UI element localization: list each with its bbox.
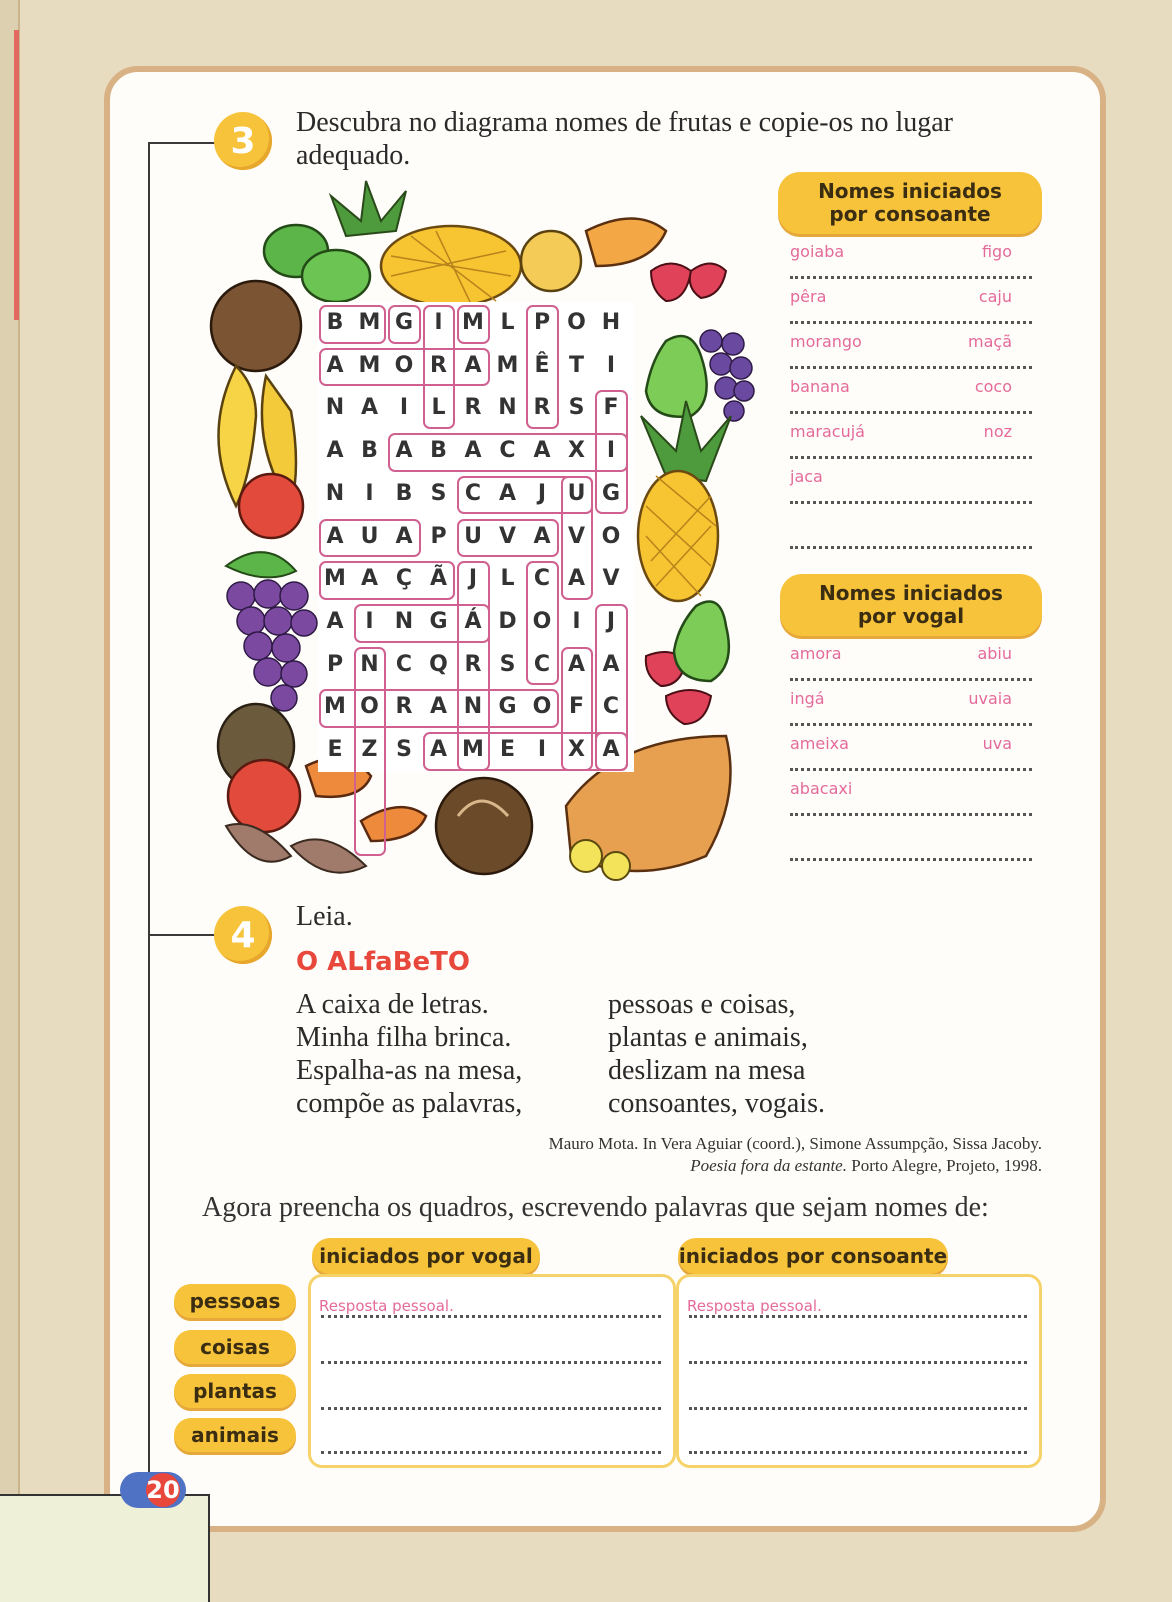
answer-word: maçã [968,332,1012,351]
grid-letter: P [326,651,344,677]
answer-word: amora [790,644,842,663]
answer-word: noz [983,422,1012,441]
grid-letter: N [360,651,379,677]
answer-row[interactable] [790,420,1032,465]
answer-word: uvaia [968,689,1012,708]
answer-word: ingá [790,689,825,708]
grid-letter: A [602,737,620,762]
grid-letter: F [603,395,619,421]
poem-line: Minha filha brinca. [296,1022,512,1053]
exercise-3-instruction: Descubra no diagrama nomes de frutas e copie-os no lugar adequado. [296,107,953,171]
grid-letter: J [606,608,616,634]
category-label: coisas [174,1330,296,1364]
grid-letter: S [499,651,516,677]
answer-row[interactable] [790,642,1032,687]
grid-letter: C [533,566,551,592]
grid-letter: A [533,438,551,464]
grid-letter: M [358,352,381,378]
grid-letter: R [464,395,482,421]
consonant-answer-list [790,240,1032,555]
word-highlight [319,519,421,558]
grid-letter: X [568,737,585,762]
grid-letter: P [430,523,447,549]
grid-letter: J [468,566,478,592]
answer-hint: Resposta pessoal. [319,1297,454,1315]
word-highlight [319,305,386,344]
grid-letter: M [462,310,484,335]
column-header-vowel: iniciados por vogal [312,1238,540,1274]
grid-letter: Ã [429,566,448,592]
grid-letter: T [568,352,584,378]
grid-letter: U [567,480,586,506]
grid-letter: I [434,310,443,335]
grid-letter: Ç [395,566,413,592]
grid-letter: Q [429,651,448,677]
consonant-names-header: Nomes iniciados por consoante [778,172,1042,234]
word-search-diagram [318,302,634,772]
grid-letter: V [602,566,620,592]
category-label: plantas [174,1374,296,1408]
apple-icon [239,474,303,538]
grid-letter: I [399,395,409,421]
grapes-right-icon [700,330,754,421]
vowel-names-header: Nomes iniciados por vogal [780,574,1042,636]
grid-letter: A [533,523,551,549]
coconut-icon [211,281,301,371]
answer-word: ameixa [790,734,849,753]
grid-letter: C [499,438,516,464]
answer-word: coco [974,377,1012,396]
exercise-number-badge: 3 [214,112,272,170]
grid-letter: G [429,608,448,634]
word-highlight [388,305,421,344]
connector-3 [148,142,218,144]
grid-letter: A [360,395,379,421]
binding-stripe [14,30,19,320]
category-label: pessoas [174,1284,296,1318]
grid-letter: N [498,395,517,421]
poem-stanza-left [296,988,522,1120]
grid-letter: B [326,310,344,335]
grid-letter: G [498,694,517,720]
grapes-icon [227,580,317,711]
grid-letter: O [532,694,552,720]
poem-source: Mauro Mota. In Vera Aguiar (coord.), Simone Assumpção, Sissa Jacoby. Poesia fora da estante. Porto Alegre, Projeto, 1998. [548,1134,1042,1175]
answer-word: goiaba [790,242,845,261]
grid-letter: S [396,737,412,762]
poem-line: A caixa de letras. [296,989,489,1020]
grid-letter: M [324,694,346,720]
word-highlight [595,732,628,771]
pineapple-right-icon [638,401,731,601]
answer-word: figo [981,242,1012,261]
answer-row[interactable] [790,687,1032,732]
grid-letter: Z [361,737,378,762]
poem-line: deslizam na mesa [608,1055,806,1086]
grid-letter: B [361,438,378,464]
answer-row[interactable] [790,375,1032,420]
grid-letter: E [327,737,343,762]
answer-row[interactable] [790,285,1032,330]
exercise-number-badge: 4 [214,906,272,964]
grid-letter: I [606,352,616,378]
column-header-consonant: iniciados por consoante [678,1238,948,1274]
grid-letter: N [325,480,345,506]
answer-word: abiu [977,644,1012,663]
grid-letter: N [325,395,345,421]
grid-letter: G [394,310,414,335]
grid-letter: M [496,352,519,378]
grid-letter: L [500,566,515,592]
word-highlight [319,561,455,600]
word-highlight [354,647,387,857]
grid-letter: C [533,651,551,677]
answer-row[interactable] [790,465,1032,510]
grid-letter: O [601,523,621,549]
grid-letter: U [360,523,379,549]
answer-row[interactable] [790,777,1032,822]
grid-letter: I [606,438,616,464]
answer-row[interactable] [790,330,1032,375]
word-highlight [319,348,490,387]
word-highlight [319,689,559,728]
word-highlight [526,561,559,685]
grid-letter: A [567,566,586,592]
grid-letter: P [533,310,551,335]
exercise-4-instruction: Leia. [296,901,353,932]
answer-box-consonant[interactable] [676,1274,1042,1468]
grid-letter: F [568,694,585,720]
grid-letter: C [602,694,620,720]
page-number: 20 [120,1472,186,1508]
answer-row[interactable] [790,822,1032,867]
persimmon-icon [228,760,300,832]
grid-letter: R [395,694,413,720]
grid-letter: M [358,310,381,335]
grid-letter: E [499,737,516,762]
grid-letter: A [602,651,620,677]
word-highlight [457,305,490,344]
connector-4 [148,934,218,936]
answer-word: jaca [790,467,823,486]
grid-letter: V [567,523,586,549]
grid-letter: A [326,352,344,378]
section-connector-line [148,142,150,1500]
vowel-answer-list [790,642,1032,867]
word-highlight [457,519,559,558]
poem-line: plantas e animais, [608,1022,808,1053]
grid-letter: R [464,651,482,677]
grid-letter: R [430,352,447,378]
mango-icon [521,219,666,292]
grid-letter: S [568,395,585,421]
grid-letter: C [395,651,413,677]
poem-title: O ALfaBeTO [296,947,470,977]
grid-letter: N [394,608,414,634]
answer-row[interactable] [790,732,1032,777]
grid-letter: L [431,395,446,421]
grid-letter: N [463,694,483,720]
answer-row[interactable] [790,510,1032,555]
corner-tab [0,1494,210,1602]
grid-letter: M [324,566,346,592]
grid-letter: A [464,352,482,378]
grid-letter: U [464,523,482,549]
grid-letter: A [395,438,413,464]
poem-line: compõe as palavras, [296,1088,523,1119]
answer-word: abacaxi [790,779,853,798]
grid-letter: M [462,737,484,762]
word-highlight [354,604,490,643]
word-highlight [388,433,628,472]
poem-line: Espalha-as na mesa, [296,1055,523,1086]
grid-letter: L [500,310,515,335]
grid-letter: I [365,608,374,634]
fill-table-instruction: Agora preencha os quadros, escrevendo palavras que sejam nomes de: [202,1192,989,1223]
grid-letter: A [464,438,482,464]
grid-letter: V [498,523,517,549]
poem-line: pessoas e coisas, [608,989,796,1020]
grid-letter: O [394,352,414,378]
word-highlight [561,476,594,600]
grid-letter: R [533,395,551,421]
onion-fig-icon [226,824,366,873]
grid-letter: O [567,310,586,335]
grid-letter: A [326,523,344,549]
grid-letter: B [430,438,447,464]
grid-letter: A [429,694,448,720]
answer-word: morango [790,332,862,351]
grid-letter: O [360,694,379,720]
grid-letter: O [532,608,552,634]
word-highlight [526,305,559,429]
answer-word: caju [978,287,1012,306]
poem-line: consoantes, vogais. [608,1088,825,1119]
answer-word: banana [790,377,850,396]
grid-letter: A [395,523,413,549]
grid-letter: G [601,480,621,506]
answer-word: uva [982,734,1012,753]
grid-letter: A [498,480,517,506]
answer-word: maracujá [790,422,865,441]
grid-letter: J [537,480,547,506]
grid-letter: Ê [534,352,550,378]
category-label: animais [174,1418,296,1452]
grid-letter: A [326,438,344,464]
grid-letter: A [326,608,344,634]
grid-letter: I [572,608,581,634]
grid-letter: H [601,310,621,335]
grid-letter: Á [464,608,482,634]
word-search-grid [318,302,634,772]
grid-letter: A [429,737,448,762]
grid-letter: I [365,480,374,506]
grid-letter: B [395,480,413,506]
grid-letter: D [498,608,517,634]
grid-letter: I [537,737,547,762]
answer-hint: Resposta pessoal. [687,1297,822,1315]
grid-letter: A [567,651,586,677]
answer-box-vowel[interactable] [308,1274,676,1468]
grid-letter: X [568,438,585,464]
answer-row[interactable] [790,240,1032,285]
grid-letter: S [430,480,447,506]
answer-word: pêra [790,287,827,306]
poem-stanza-right [608,988,825,1120]
grid-letter: A [360,566,379,592]
coconut-bottom-icon [436,778,532,874]
grid-letter: C [464,480,482,506]
